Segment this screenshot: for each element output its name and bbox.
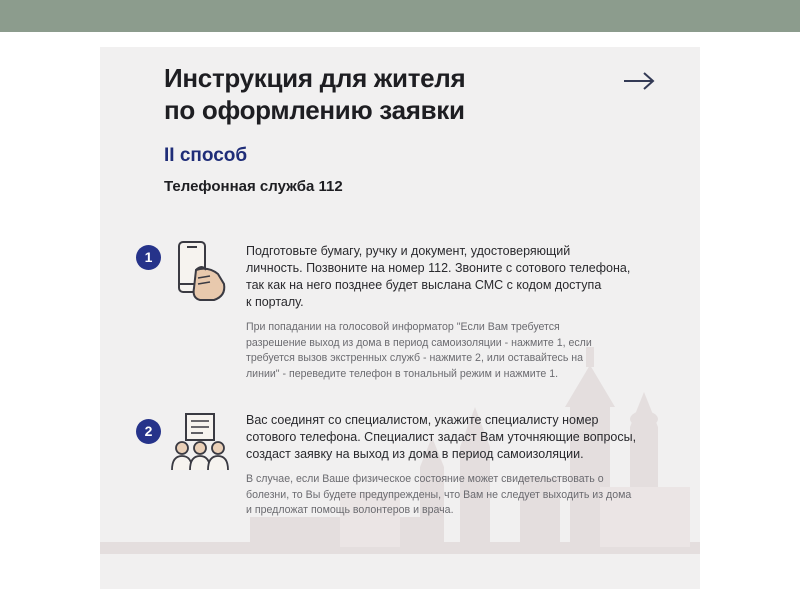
phone-hand-icon [174, 240, 230, 302]
text-line: к порталу. [246, 295, 304, 309]
instruction-card [100, 47, 700, 589]
method-heading: II способ [164, 145, 248, 166]
step-number-badge: 2 [136, 419, 161, 444]
text-line: Подготовьте бумагу, ручку и документ, удостоверяющий [246, 244, 571, 258]
step-note-text [246, 320, 592, 382]
page-title [164, 62, 465, 126]
title-line: по оформлению заявки [164, 95, 465, 125]
step-main-text [246, 243, 630, 311]
service-heading: Телефонная служба 112 [164, 178, 343, 195]
text-line: сотового телефона. Специалист задаст Вам уточняющие вопросы, [246, 430, 637, 444]
text-line: создаст заявку на выход из дома в период самоизоляции. [246, 447, 584, 461]
text-line: Вас соединят со специалистом, укажите специалисту номер [246, 413, 599, 427]
text-line: требуется вызов экстренных служб - нажмите 2, или оставайтесь на [246, 352, 584, 364]
step-note-text [246, 472, 631, 519]
text-line: В случае, если Ваше физическое состояние может свидетельствовать о [246, 473, 604, 485]
specialists-icon [170, 412, 230, 472]
text-line: При попадании на голосовой информатор "Если Вам требуется [246, 321, 560, 333]
text-line: болезни, то Вы будете предупреждены, что Вам не следует выходить из дома [246, 488, 632, 501]
title-line: Инструкция для жителя [164, 63, 466, 93]
text-line: личность. Позвоните на номер 112. Звоните с сотового телефона, [246, 261, 631, 275]
text-line: разрешение выход из дома в период самоизоляции - нажмите 1, если [246, 336, 592, 349]
step-main-text [246, 412, 636, 463]
text-line: так как на него позднее будет выслана СМС с кодом доступа [246, 278, 602, 292]
top-bar [0, 0, 800, 32]
arrow-right-icon[interactable] [622, 71, 656, 91]
text-line: линии" - переведите телефон в тональный режим и нажмите 1. [246, 367, 559, 380]
text-line: и предложат помощь волонтеров и врача. [246, 504, 454, 516]
step-number-badge: 1 [136, 245, 161, 270]
